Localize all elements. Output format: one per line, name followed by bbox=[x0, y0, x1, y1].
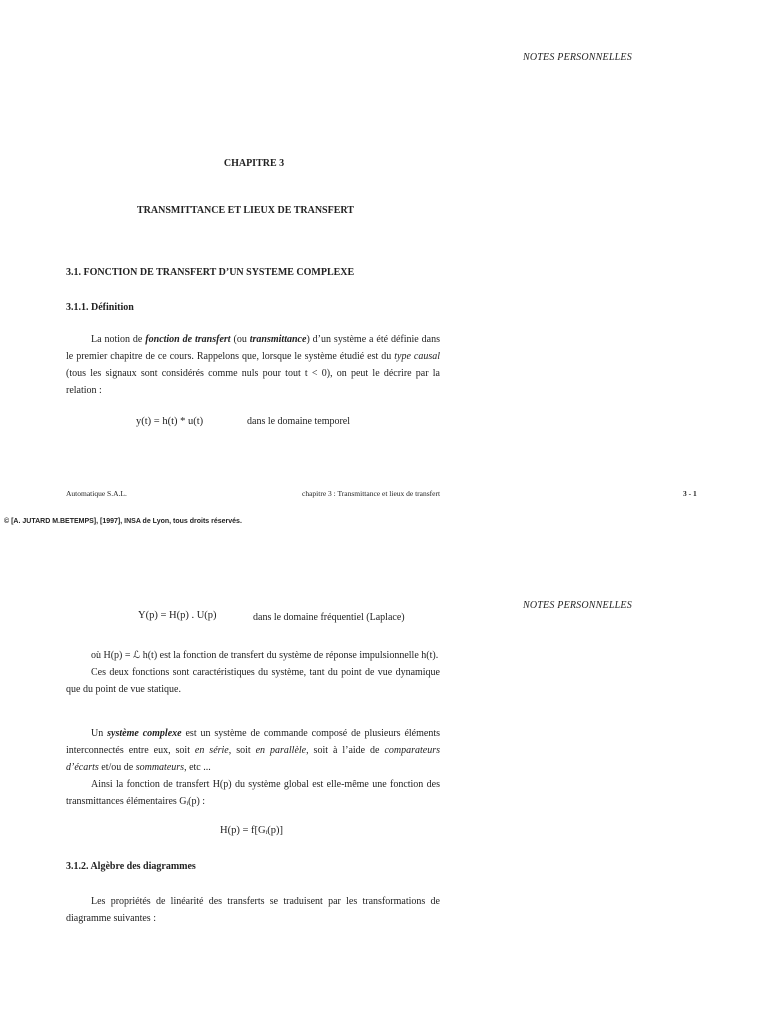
chapter-label: CHAPITRE 3 bbox=[223, 158, 285, 169]
frequency-domain-note: dans le domaine fréquentiel (Laplace) bbox=[253, 612, 405, 623]
global-transfer-equation: H(p) = f[Gᵢ(p)] bbox=[220, 825, 284, 836]
chapter-title: TRANSMITTANCE ET LIEUX DE TRANSFERT bbox=[137, 205, 354, 216]
notes-header: NOTES PERSONNELLES bbox=[523, 52, 632, 63]
definition-paragraph: La notion de fonction de transfert (ou transmittance) d’un système a été définie dans le premier chapitre de ce cours. Rappelons que, lorsque le système étudié est du type causal (tous les signaux sont considérés comme nuls pour tout t < 0), on peut le décrire par la relation : bbox=[66, 334, 441, 396]
laplace-paragraph: où H(p) = ℒ h(t) est la fonction de transfert du système de réponse impulsionnelle h(t). Ces deux fonctions sont caractéristiques du système, tant du point de vue dynamique que du point de vue statique. bbox=[66, 650, 440, 695]
time-domain-note: dans le domaine temporel bbox=[247, 416, 351, 427]
subsection-heading-2: 3.1.2. Algèbre des diagrammes bbox=[66, 861, 196, 872]
complex-system-paragraph: Un système complexe est un système de commande composé de plusieurs éléments interconnectés entre eux, soit en série, soit en parallèle, soit à l’aide de comparateurs d’écarts et/ou de sommateurs, etc ... Ainsi la fonction de transfert H(p) du système global est elle-même une fonction des transmittances élémentaires Gᵢ(p) : bbox=[66, 728, 441, 807]
footer-center: chapitre 3 : Transmittance et lieux de transfert bbox=[302, 489, 441, 498]
subsection-heading: 3.1.1. Définition bbox=[66, 302, 134, 313]
time-domain-equation: y(t) = h(t) * u(t) bbox=[136, 416, 204, 427]
page-number: 3 - 1 bbox=[683, 489, 697, 498]
frequency-domain-equation: Y(p) = H(p) . U(p) bbox=[138, 610, 217, 621]
copyright-line: © [A. JUTARD M.BETEMPS], [1997], INSA de Lyon, tous droits réservés. bbox=[4, 518, 242, 525]
notes-header-page2: NOTES PERSONNELLES bbox=[523, 600, 632, 611]
section-heading: 3.1. FONCTION DE TRANSFERT D’UN SYSTEME COMPLEXE bbox=[66, 267, 355, 278]
diagram-paragraph: Les propriétés de linéarité des transferts se traduisent par les transformations de diagramme suivantes : bbox=[66, 896, 440, 924]
footer-left: Automatique S.A.L. bbox=[66, 489, 127, 498]
